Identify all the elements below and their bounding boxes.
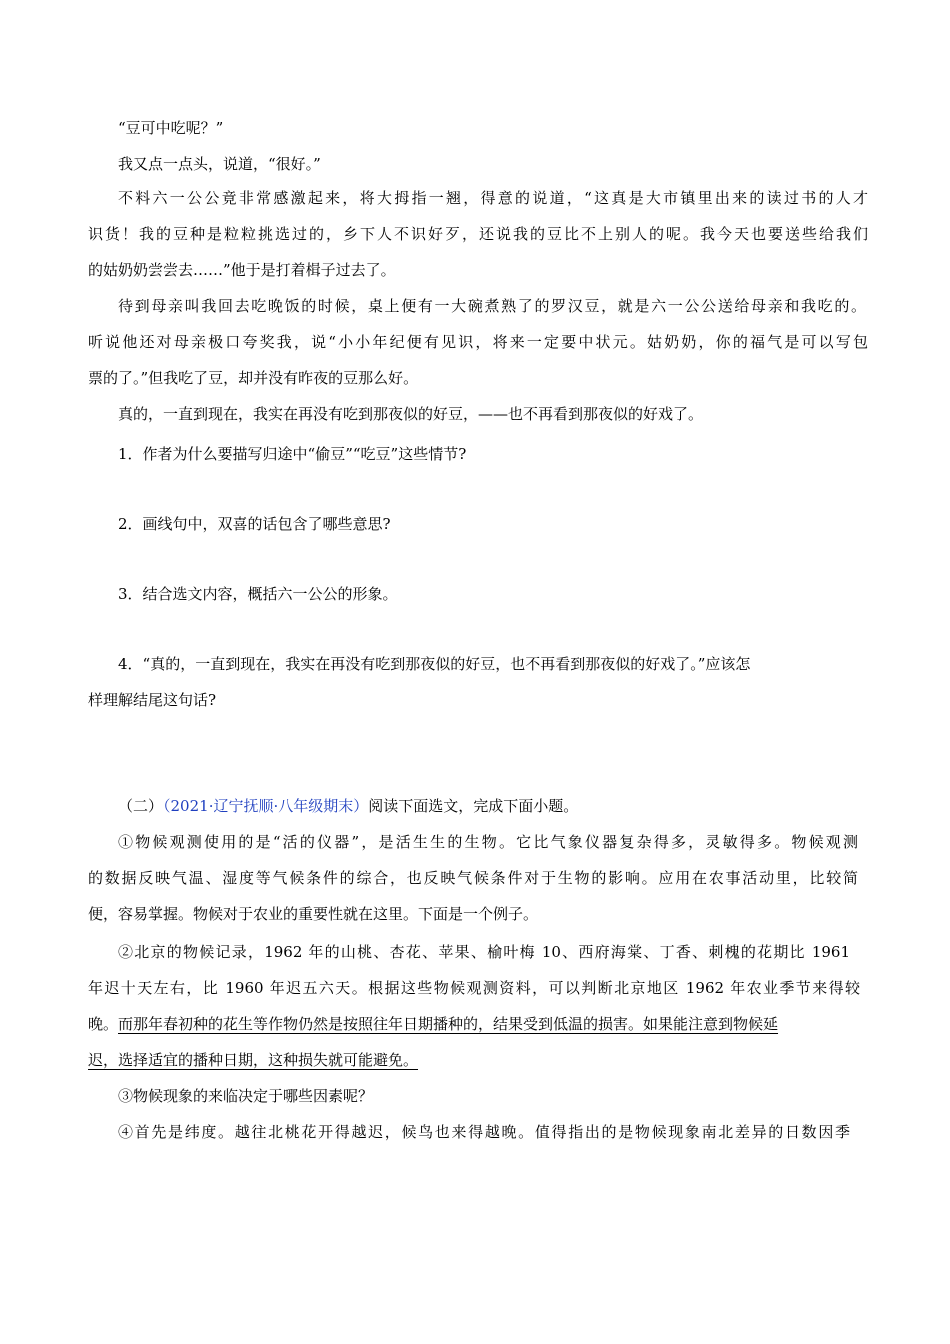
section2-source: （2021·辽宁抚顺·八年级期末）	[163, 797, 369, 815]
passage2-line-1: ①物候观测使用的是“活的仪器”，是活生生的生物。它比气象仪器复杂得多，灵敏得多。物候观测	[118, 833, 858, 851]
passage2-line-6-start: 晚。	[88, 1015, 119, 1033]
passage2-line-3: 便，容易掌握。物候对于农业的重要性就在这里。下面是一个例子。	[88, 905, 539, 923]
question-3: 3．结合选文内容，概括六一公公的形象。	[118, 585, 398, 603]
section2-instruction: 阅读下面选文，完成下面小题。	[368, 797, 579, 815]
passage2-line-5: 年迟十天左右，比 1960 年迟五六天。根据这些物候观测资料，可以判断北京地区 1962 年农业季节来得较	[88, 979, 860, 997]
question-4-line-1: 4．“真的，一直到现在，我实在再没有吃到那夜似的好豆，也不再看到那夜似的好戏了。”应该怎	[118, 655, 751, 673]
passage1-line-9: 真的，一直到现在，我实在再没有吃到那夜似的好豆，——也不再看到那夜似的好戏了。	[118, 405, 704, 423]
passage2-line-6	[88, 1014, 878, 1034]
section2-label: （二）	[118, 797, 164, 815]
underlined-sentence-part-2: 迟，选择适宜的播种日期，这种损失就可能避免。	[88, 1051, 419, 1069]
passage2-line-8: ③物候现象的来临决定于哪些因素呢？	[118, 1087, 374, 1105]
passage2-line-2: 的数据反映气温、湿度等气候条件的综合，也反映气候条件对于生物的影响。应用在农事活动里，比较简	[88, 869, 858, 887]
passage2-line-9: ④首先是纬度。越往北桃花开得越迟，候鸟也来得越晚。值得指出的是物候现象南北差异的日数因季	[118, 1123, 850, 1141]
passage1-line-4: 识货！我的豆种是粒粒挑选过的，乡下人不识好歹，还说我的豆比不上别人的呢。我今天也要送些给我们	[88, 225, 868, 243]
passage1-line-3: 不料六一公公竟非常感激起来，将大拇指一翘，得意的说道，“这真是大市镇里出来的读过书的人才	[118, 189, 868, 207]
passage1-line-1: “豆可中吃呢？”	[118, 119, 224, 137]
passage2-line-7	[88, 1050, 878, 1070]
underlined-sentence-part-1: 而那年春初种的花生等作物仍然是按照往年日期播种的，结果受到低温的损害。如果能注意到物候延	[118, 1015, 779, 1033]
question-1: 1．作者为什么要描写归途中“偷豆”“吃豆”这些情节?	[118, 445, 467, 463]
question-2: 2．画线句中，双喜的话包含了哪些意思?	[118, 515, 391, 533]
question-4-line-2: 样理解结尾这句话?	[88, 691, 217, 709]
passage1-line-5: 的姑奶奶尝尝去……”他于是打着楫子过去了。	[88, 261, 396, 279]
passage1-line-7: 听说他还对母亲极口夸奖我，说“小小年纪便有见识，将来一定要中状元。姑奶奶，你的福气是可以写包	[88, 333, 868, 351]
section2-header	[118, 796, 908, 816]
passage1-line-6: 待到母亲叫我回去吃晚饭的时候，桌上便有一大碗煮熟了的罗汉豆，就是六一公公送给母亲和我吃的。	[118, 297, 866, 315]
passage1-line-2: 我又点一点头，说道，“很好。”	[118, 155, 321, 173]
passage2-line-4: ②北京的物候记录，1962 年的山桃、杏花、苹果、榆叶梅 10、西府海棠、丁香、刺槐的花期比 1961	[118, 943, 850, 961]
passage1-line-8: 票的了。”但我吃了豆，却并没有昨夜的豆那么好。	[88, 369, 419, 387]
